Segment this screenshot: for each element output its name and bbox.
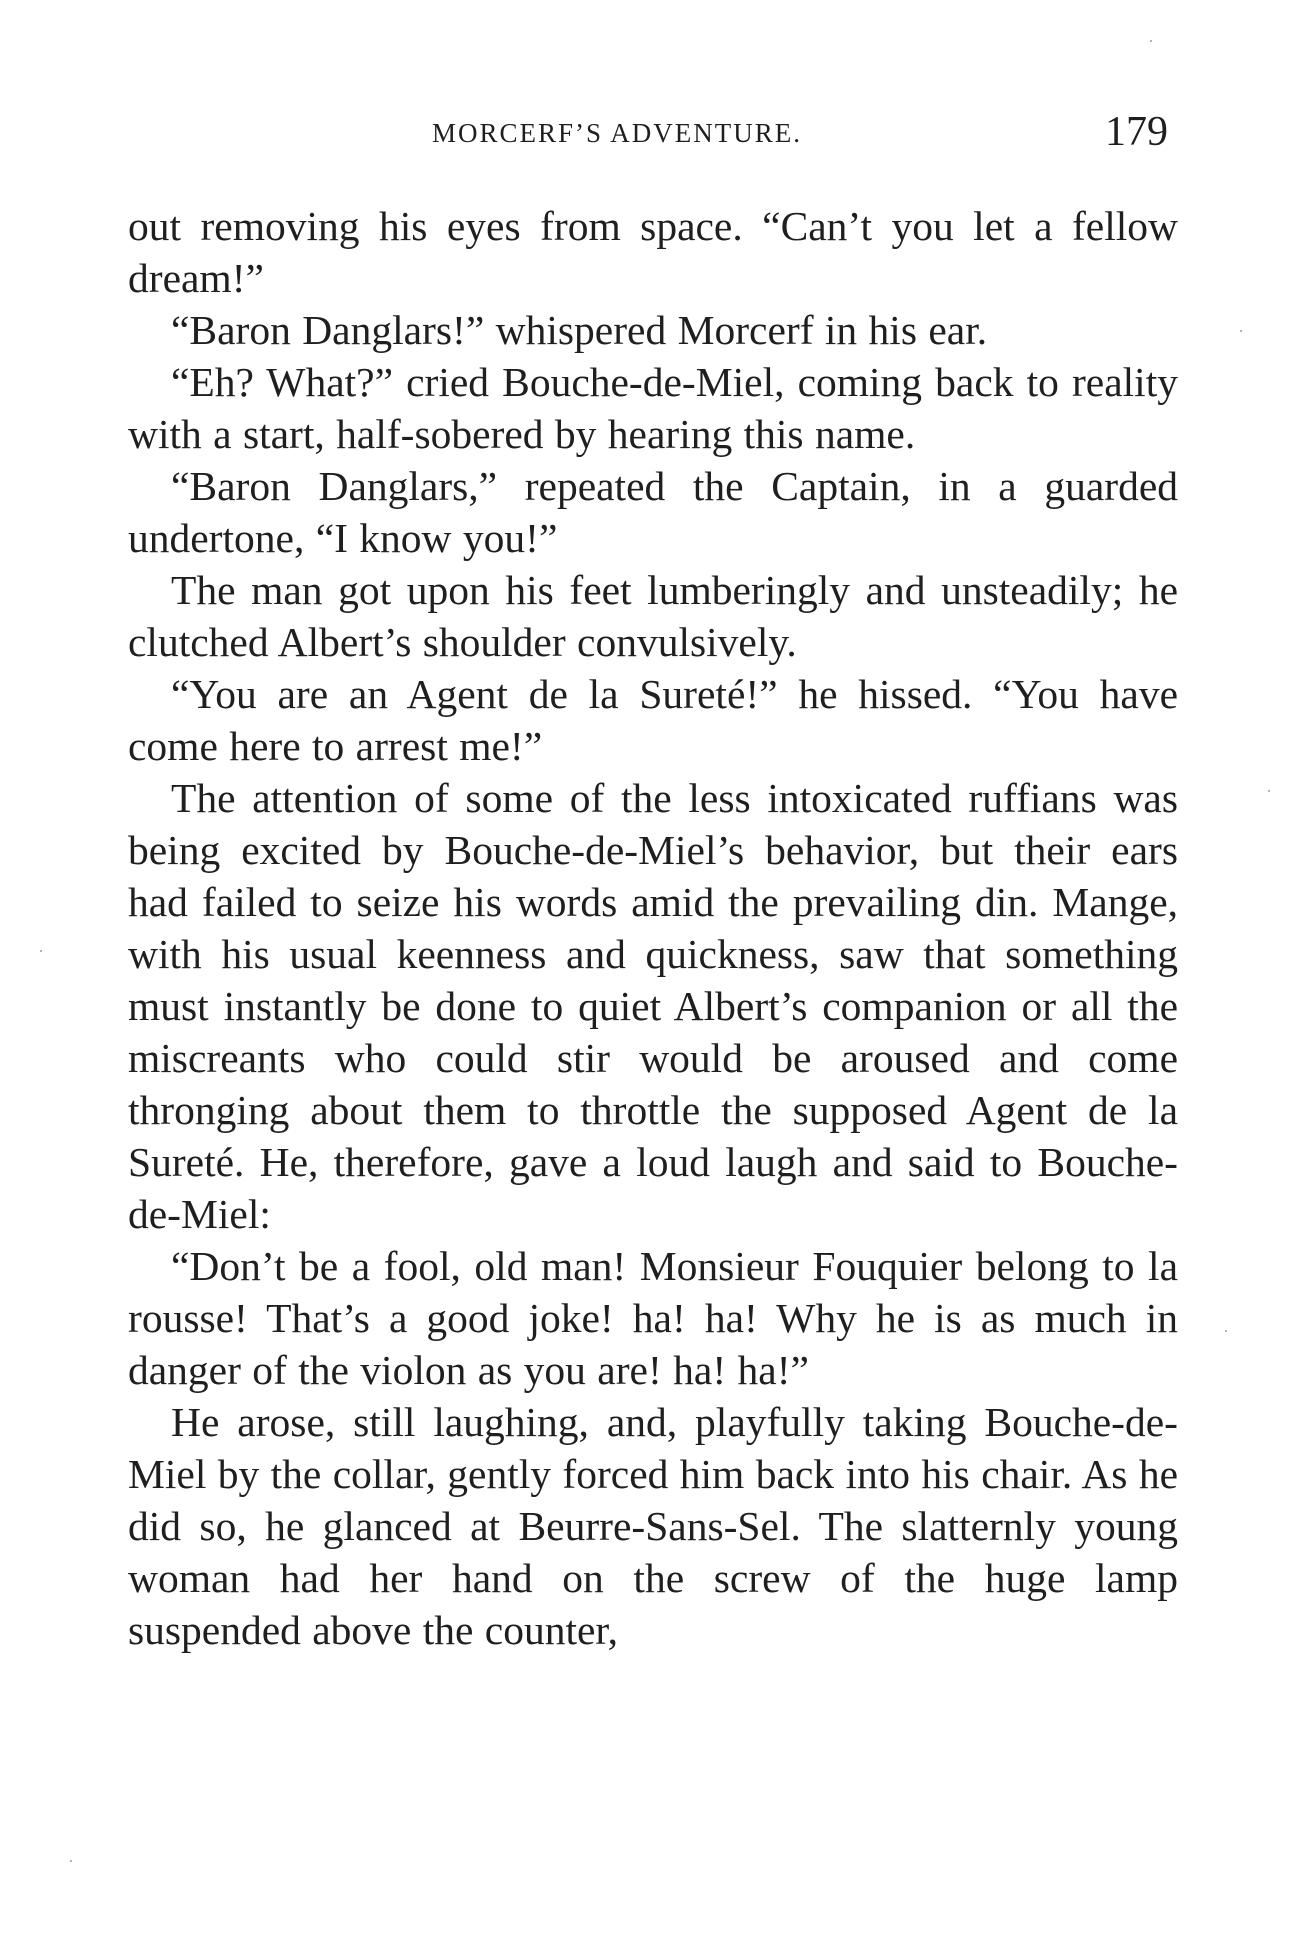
- body-text: [128, 200, 1178, 1656]
- page-header: [128, 108, 1178, 168]
- paragraph: He arose, still laughing, and, playfully taking Bouche-de-Miel by the collar, gently forced him back into his chair. As he did so, he glanced at Beurre-Sans-Sel. The slatternly young woman had her hand on the screw of the huge lamp suspended above the counter,: [128, 1399, 1178, 1653]
- paper-speck: [1150, 40, 1152, 42]
- paragraph: “Baron Danglars,” repeated the Captain, in a guarded undertone, “I know you!”: [128, 463, 1178, 561]
- paper-speck: [70, 1860, 72, 1862]
- page-number: 179: [1105, 109, 1168, 155]
- paragraph: “Baron Danglars!” whispered Morcerf in his ear.: [171, 307, 988, 353]
- paragraph: The attention of some of the less intoxicated ruffians was being excited by Bouche-de-Miel’s behavior, but their ears had failed to seize his words amid the prevailing din. Mange, with his usual keenness and quickness, saw that something must instantly be done to quiet Albert’s companion or all the miscreants who could stir would be aroused and come thronging about them to throttle the supposed Agent de la Sureté. He, therefore, gave a loud laugh and said to Bouche-de-Miel:: [128, 775, 1178, 1237]
- running-head: MORCERF’S ADVENTURE.: [432, 118, 803, 148]
- paper-speck: [1240, 330, 1242, 332]
- paper-speck: [40, 950, 42, 952]
- paragraph: “You are an Agent de la Sureté!” he hissed. “You have come here to arrest me!”: [128, 671, 1178, 769]
- paragraph: “Eh? What?” cried Bouche-de-Miel, coming back to reality with a start, half-sobered by hearing this name.: [128, 359, 1178, 457]
- paragraph: The man got upon his feet lumberingly and unsteadily; he clutched Albert’s shoulder convulsively.: [128, 567, 1178, 665]
- paper-speck: [1268, 790, 1270, 792]
- paper-speck: [1225, 1330, 1227, 1332]
- paragraph: out removing his eyes from space. “Can’t you let a fellow dream!”: [128, 203, 1178, 301]
- paragraph: “Don’t be a fool, old man! Monsieur Fouquier belong to la rousse! That’s a good joke! ha! ha! Why he is as much in danger of the violon as you are! ha! ha!”: [128, 1243, 1178, 1393]
